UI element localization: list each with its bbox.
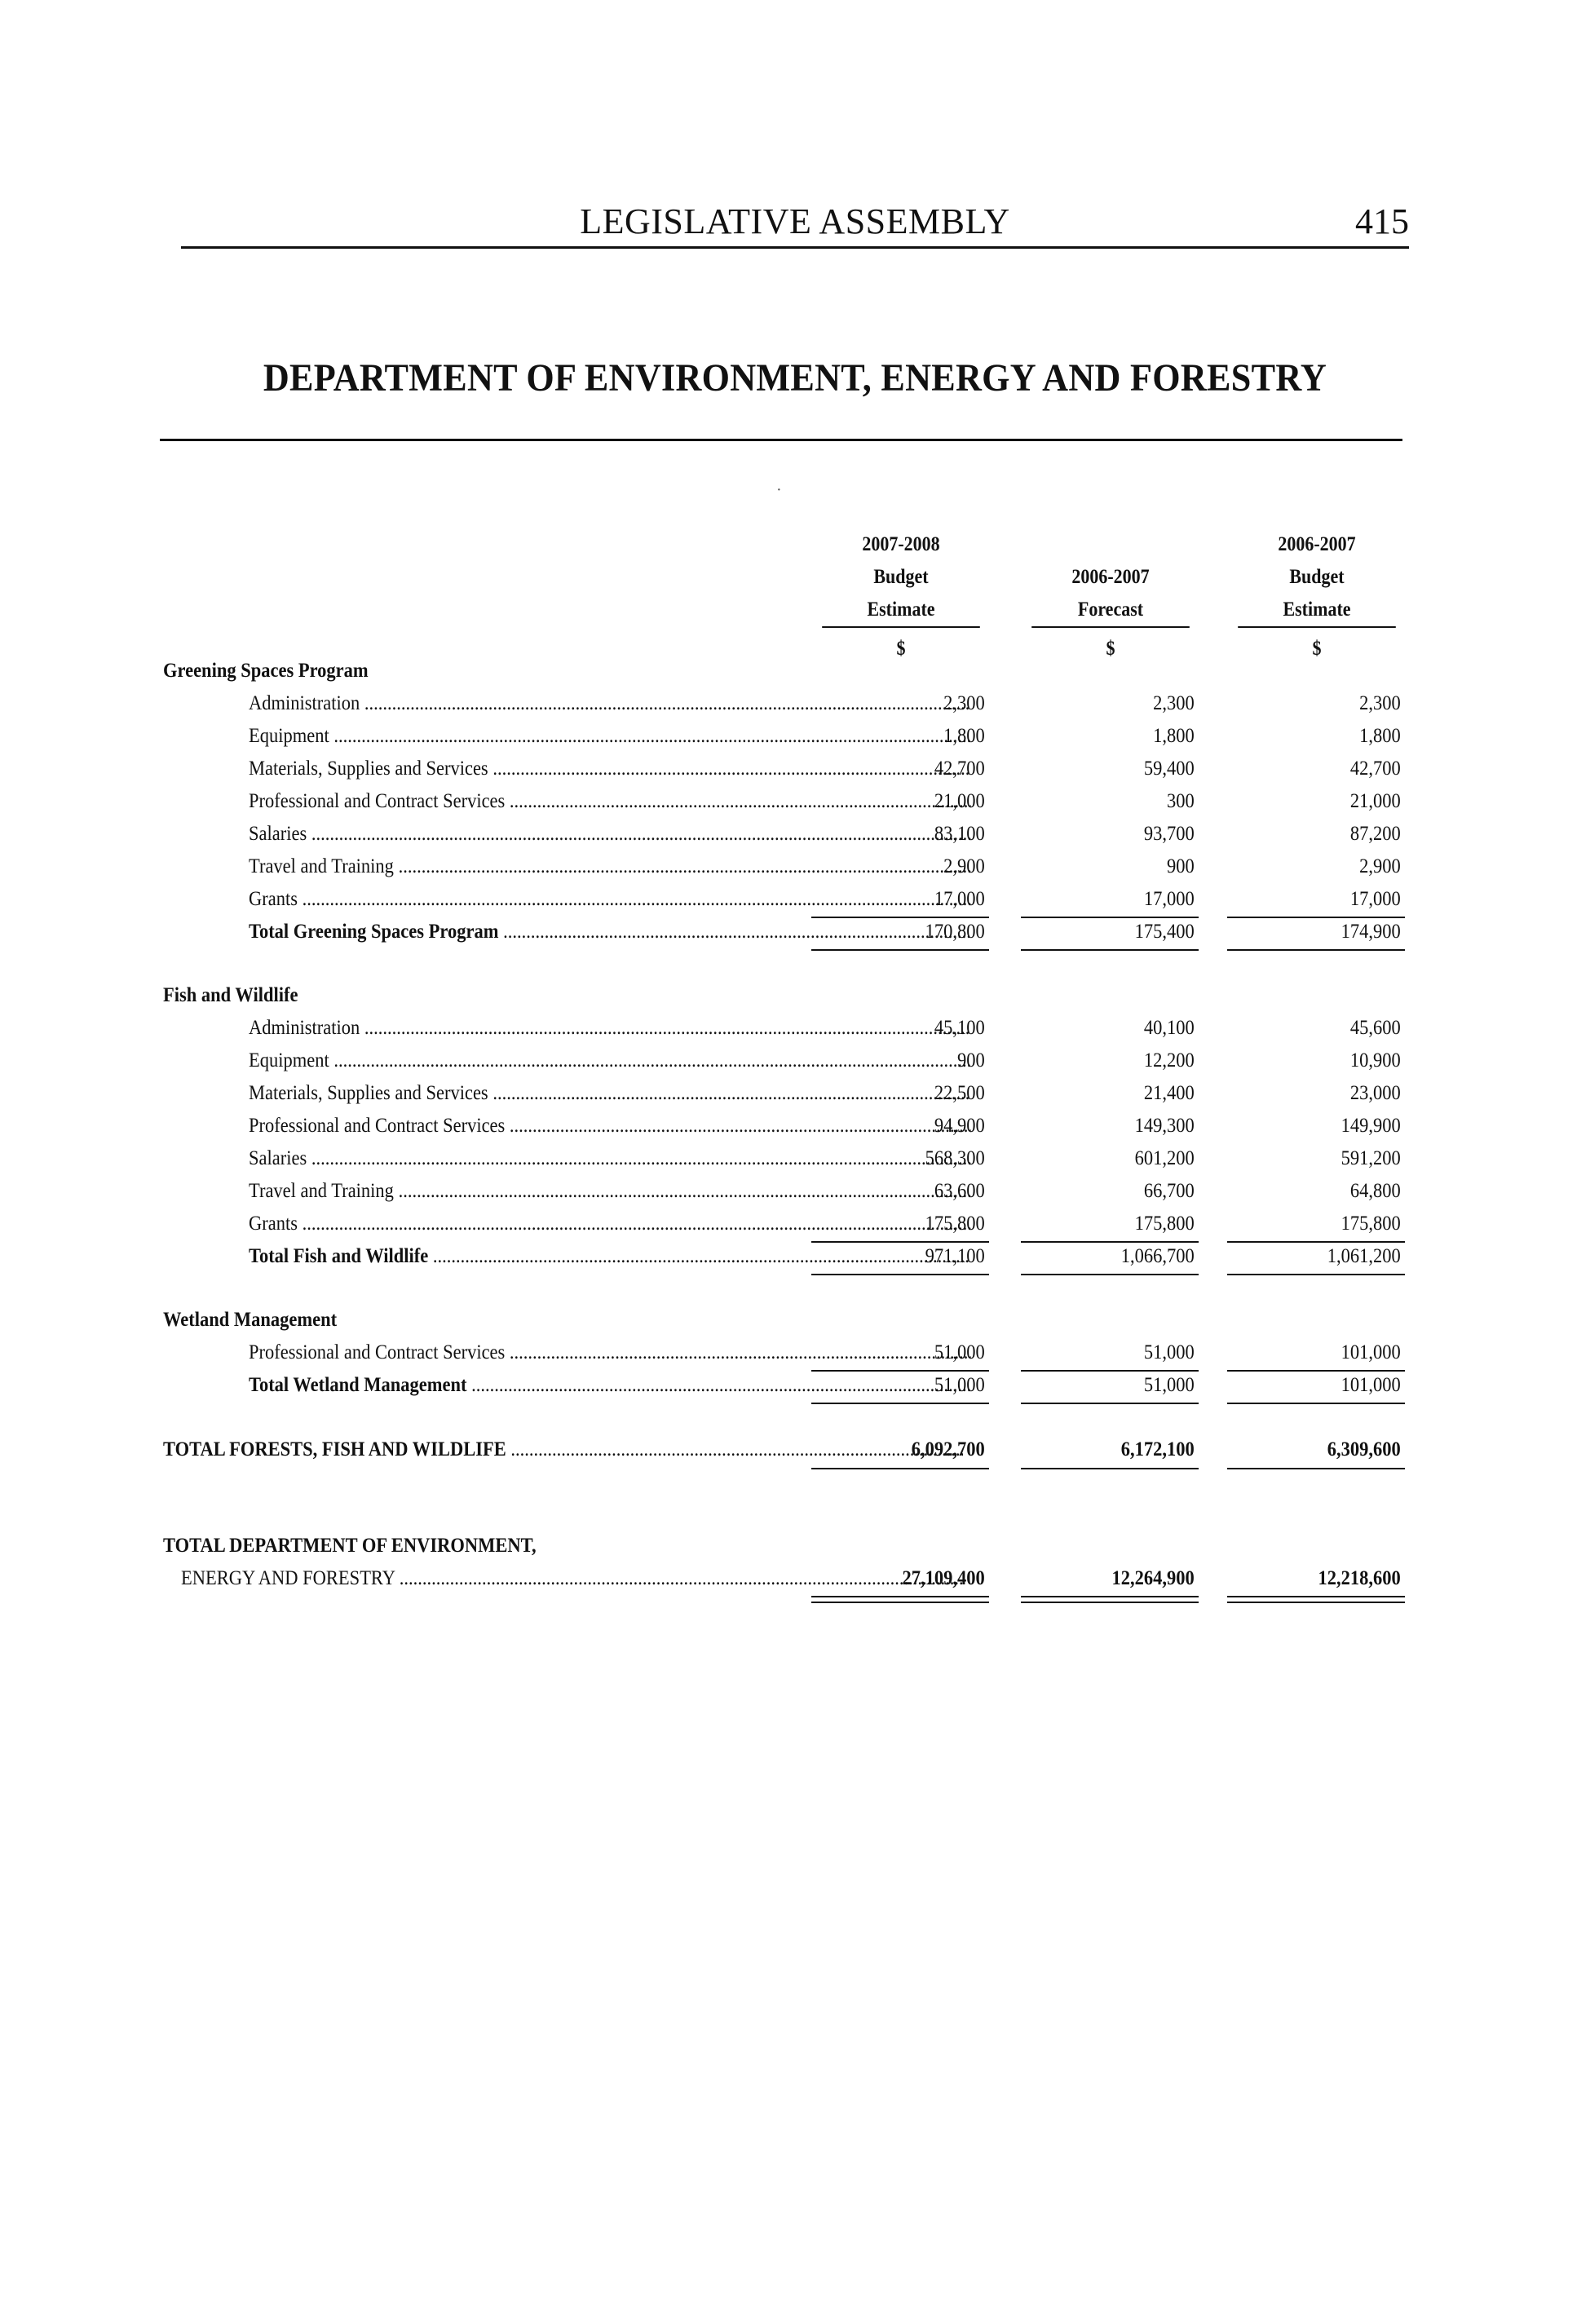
row-label: Professional and Contract Services ..... — [249, 1115, 971, 1138]
table-cell: 175,800 — [925, 1213, 985, 1235]
title-rule — [160, 439, 1402, 441]
col3-line3: Estimate — [1283, 599, 1351, 621]
total-rule — [1227, 1274, 1405, 1275]
col2-line2: 2006-2007 — [1071, 566, 1150, 588]
table-cell: 83,100 — [934, 823, 985, 845]
table-cell: 12,218,600 — [1318, 1567, 1401, 1589]
column-header-forecast-2006-2007 — [1031, 561, 1190, 665]
page-number: 415 — [1355, 201, 1409, 241]
table-cell: 23,000 — [1349, 1082, 1401, 1104]
double-rule — [1227, 1596, 1405, 1597]
table-cell: 2,300 — [1153, 692, 1195, 714]
col2-currency: $ — [1106, 638, 1115, 660]
table-cell: 6,172,100 — [1120, 1438, 1195, 1460]
table-cell: 568,300 — [925, 1147, 985, 1169]
table-cell: 22,500 — [934, 1082, 985, 1104]
total-row — [163, 917, 1402, 950]
table-cell: 94,900 — [934, 1115, 985, 1137]
total-rule — [1021, 1274, 1199, 1275]
table-cell: 2,900 — [1359, 855, 1401, 877]
table-cell: 17,000 — [1143, 888, 1195, 910]
row-label: Grants ..... — [249, 1213, 971, 1235]
table-cell: 17,000 — [934, 888, 985, 910]
double-rule — [811, 1602, 989, 1603]
table-cell: 6,092,700 — [911, 1438, 985, 1460]
table-cell: 174,900 — [1340, 921, 1401, 943]
table-row — [163, 689, 1402, 722]
page-header — [181, 194, 1409, 249]
table-row — [163, 754, 1402, 787]
row-label: Grants ..... — [249, 888, 971, 911]
section-heading: Greening Spaces Program — [163, 660, 369, 682]
total-forests-rule — [1227, 1468, 1405, 1469]
section-heading: Wetland Management — [163, 1309, 338, 1331]
table-cell: 175,800 — [1340, 1213, 1401, 1235]
column-header-budget-2006-2007 — [1238, 528, 1396, 665]
table-cell: 175,400 — [1134, 921, 1195, 943]
table-cell: 51,000 — [934, 1374, 985, 1396]
table-row — [163, 1177, 1402, 1209]
total-label: Total Greening Spaces Program ..... — [249, 921, 971, 943]
table-cell: 1,061,200 — [1327, 1245, 1401, 1267]
table-cell: 45,100 — [934, 1017, 985, 1039]
total-rule — [811, 1403, 989, 1404]
table-cell: 101,000 — [1340, 1374, 1401, 1396]
col3-line1: 2006-2007 — [1278, 533, 1356, 555]
table-cell: 175,800 — [1134, 1213, 1195, 1235]
total-department-row — [163, 1564, 1402, 1597]
row-label: Administration ..... — [249, 1017, 971, 1040]
col1-line1: 2007-2008 — [862, 533, 940, 555]
table-cell: 300 — [1167, 790, 1195, 812]
table-cell: 51,000 — [1143, 1341, 1195, 1363]
total-label: Total Fish and Wildlife ..... — [249, 1245, 971, 1268]
double-rule — [1021, 1596, 1199, 1597]
row-label: Salaries ..... — [249, 823, 971, 846]
row-label: Materials, Supplies and Services ..... — [249, 1082, 971, 1105]
total-row — [163, 1371, 1402, 1403]
table-cell: 21,400 — [1143, 1082, 1195, 1104]
table-cell: 63,600 — [934, 1180, 985, 1202]
table-cell: 6,309,600 — [1327, 1438, 1401, 1460]
table-row — [163, 885, 1402, 917]
table-cell: 51,000 — [934, 1341, 985, 1363]
header-title: LEGISLATIVE ASSEMBLY — [580, 201, 1010, 241]
total-rule — [1021, 1403, 1199, 1404]
row-label: Professional and Contract Services ..... — [249, 790, 971, 813]
double-rule — [811, 1596, 989, 1597]
table-row — [163, 787, 1402, 820]
table-row — [163, 722, 1402, 754]
total-forests-label: TOTAL FORESTS, FISH AND WILDLIFE ..... — [163, 1438, 963, 1461]
table-cell: 10,900 — [1349, 1049, 1401, 1071]
col1-line2: Budget — [873, 566, 929, 588]
row-label: Professional and Contract Services ..... — [249, 1341, 971, 1364]
row-label: Travel and Training ..... — [249, 855, 971, 878]
table-cell: 591,200 — [1340, 1147, 1401, 1169]
table-cell: 21,000 — [934, 790, 985, 812]
table-cell: 21,000 — [1349, 790, 1401, 812]
row-label: Administration ..... — [249, 692, 971, 715]
table-row — [163, 820, 1402, 852]
table-cell: 45,600 — [1349, 1017, 1401, 1039]
table-cell: 66,700 — [1143, 1180, 1195, 1202]
column-header-budget-2007-2008 — [822, 528, 980, 665]
col1-currency: $ — [896, 638, 906, 660]
stray-mark: · — [776, 481, 782, 499]
row-label: Equipment ..... — [249, 1049, 971, 1072]
table-cell: 93,700 — [1143, 823, 1195, 845]
double-rule — [1227, 1602, 1405, 1603]
table-cell: 900 — [1167, 855, 1195, 877]
table-cell: 64,800 — [1349, 1180, 1401, 1202]
table-cell: 87,200 — [1349, 823, 1401, 845]
table-cell: 2,900 — [943, 855, 985, 877]
table-row — [163, 1209, 1402, 1242]
total-rule — [811, 1274, 989, 1275]
total-rule — [1021, 949, 1199, 951]
table-cell: 149,300 — [1134, 1115, 1195, 1137]
total-rule — [1227, 1403, 1405, 1404]
table-cell: 12,264,900 — [1111, 1567, 1195, 1589]
table-cell: 40,100 — [1143, 1017, 1195, 1039]
col2-line3: Forecast — [1077, 599, 1144, 621]
section-heading-row — [163, 981, 1402, 1014]
total-department-label-2: ENERGY AND FORESTRY ..... — [181, 1567, 965, 1590]
table-cell: 27,109,400 — [902, 1567, 985, 1589]
table-cell: 12,200 — [1143, 1049, 1195, 1071]
table-cell: 1,800 — [1359, 725, 1401, 747]
table-cell: 42,700 — [1349, 758, 1401, 780]
section-heading: Fish and Wildlife — [163, 984, 298, 1006]
total-forests-rule — [1021, 1468, 1199, 1469]
table-row — [163, 1144, 1402, 1177]
table-cell: 17,000 — [1349, 888, 1401, 910]
col3-currency: $ — [1312, 638, 1322, 660]
row-label: Salaries ..... — [249, 1147, 971, 1170]
table-cell: 2,300 — [1359, 692, 1401, 714]
total-forests-row — [163, 1435, 1402, 1468]
total-rule — [1227, 949, 1405, 951]
table-cell: 51,000 — [1143, 1374, 1195, 1396]
table-cell: 900 — [957, 1049, 985, 1071]
total-forests-rule — [811, 1468, 989, 1469]
double-rule — [1021, 1602, 1199, 1603]
section-heading-row — [163, 1306, 1402, 1338]
total-department-line1 — [163, 1531, 1402, 1564]
total-row — [163, 1242, 1402, 1275]
col3-line2: Budget — [1289, 566, 1345, 588]
total-label: Total Wetland Management ..... — [249, 1374, 971, 1397]
row-label: Materials, Supplies and Services ..... — [249, 758, 971, 780]
table-cell: 42,700 — [934, 758, 985, 780]
table-row — [163, 852, 1402, 885]
total-rule — [811, 949, 989, 951]
department-title: DEPARTMENT OF ENVIRONMENT, ENERGY AND FORESTRY — [263, 356, 1327, 400]
table-cell: 1,800 — [1153, 725, 1195, 747]
table-cell: 1,066,700 — [1120, 1245, 1195, 1267]
table-cell: 2,300 — [943, 692, 985, 714]
table-row — [163, 1014, 1402, 1046]
table-row — [163, 1111, 1402, 1144]
table-cell: 971,100 — [925, 1245, 985, 1267]
table-row — [163, 1079, 1402, 1111]
table-cell: 601,200 — [1134, 1147, 1195, 1169]
section-heading-row — [163, 656, 1402, 689]
table-cell: 149,900 — [1340, 1115, 1401, 1137]
table-cell: 170,800 — [925, 921, 985, 943]
table-cell: 59,400 — [1143, 758, 1195, 780]
row-label: Travel and Training ..... — [249, 1180, 971, 1203]
table-row — [163, 1338, 1402, 1371]
table-cell: 1,800 — [943, 725, 985, 747]
total-department-label-1: TOTAL DEPARTMENT OF ENVIRONMENT, — [163, 1535, 537, 1557]
row-label: Equipment ..... — [249, 725, 971, 748]
table-cell: 101,000 — [1340, 1341, 1401, 1363]
col1-line3: Estimate — [867, 599, 935, 621]
table-row — [163, 1046, 1402, 1079]
